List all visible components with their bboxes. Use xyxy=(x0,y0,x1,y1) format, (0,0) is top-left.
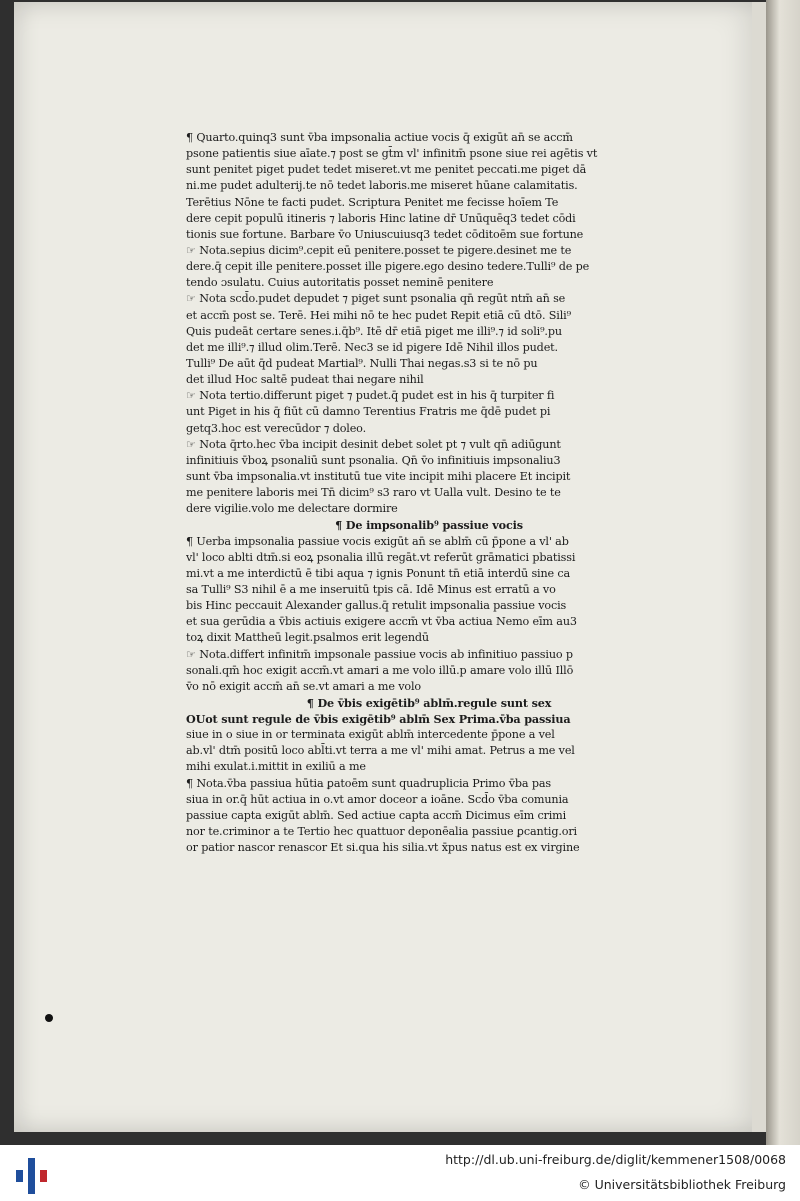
ink-dot xyxy=(45,1014,53,1022)
text-line: dere vigilie.volo me delectare dormire xyxy=(186,502,398,516)
text-line: mihi exulat.i.mittit in exiliū a me xyxy=(186,760,366,774)
text-line: sunt penitet piget pudet tedet miseret.vt me penitet peccati.me piget dā xyxy=(186,163,587,177)
text-line: me penitere laboris mei Tn̄ dicim⁹ s3 raro vt Ualla vult. Desino te te xyxy=(186,486,561,500)
text-line: sonali.qm̄ hoc exigit accm̄.vt amari a me volo illū.p amare volo illū Illō xyxy=(186,663,574,677)
text-line: ab.vl' dtm̄ positū loco abl̄ti.vt terra a me vl' mihi amat. Petrus a me vel xyxy=(186,744,575,758)
text-line: ¶ Nota.v̄ba passiua hūtia ꝑatoēm sunt quadruplicia Primo v̄ba pas xyxy=(186,776,551,790)
text-line: ☞ Nota scd̄o.pudet depudet ⁊ piget sunt psonalia qn̄ regūt ntm̄ an̄ se xyxy=(186,292,566,306)
text-line: et sua gerūdia a v̄bis actiuis exigere accm̄ vt v̄ba actiua Nemo eīm au3 xyxy=(186,615,577,629)
text-line: dere.q̄ cepit ille penitere.posset ille pigere.ego desino tedere.Tulli⁹ de pe xyxy=(186,260,590,274)
text-line: nor te.criminor a te Tertio hec quattuor deponēalia passiue ꝑcantig.ori xyxy=(186,825,577,839)
facing-page-edge xyxy=(766,0,800,1145)
text-line: Quis pudeāt certare senes.i.q̄b⁹. Itē dr̄ etiā piget me illi⁹.⁊ id soli⁹.pu xyxy=(186,324,562,338)
text-line: det illud Hoc saltē pudeat thai negare nihil xyxy=(186,373,424,387)
text-line: dere cepit populū itineris ⁊ laboris Hinc latine dr̄ Unūquēq3 tedet cōdi xyxy=(186,211,576,225)
text-line: ☞ Nota q̄rto.hec v̄ba incipit desinit debet solet pt ⁊ vult qn̄ adiūgunt xyxy=(186,437,561,451)
permalink-url[interactable]: http://dl.ub.uni-freiburg.de/diglit/kemmener1508/0068 xyxy=(445,1152,786,1167)
text-line: bis Hinc peccauit Alexander gallus.q̄ retulit impsonalia passiue vocis xyxy=(186,599,567,613)
text-line: vl' loco ablti dtm̄.si eoꝝ psonalia illū regāt.vt referūt grāmatici pbatissi xyxy=(186,550,576,564)
text-line: ¶ Uerba impsonalia passiue vocis exigūt an̄ se ablm̄ cū p̄pone a vl' ab xyxy=(186,534,569,548)
text-line: Tulli⁹ De aūt q̄d pudeat Martial⁹. Nulli Thai negas.s3 si te nō pu xyxy=(186,356,538,370)
text-line: ¶ Quarto.quinq3 sunt v̄ba impsonalia actiue vocis q̄ exigūt an̄ se accm̄ xyxy=(186,131,573,144)
text-line: OUot sunt regule de v̄bis exigētib⁹ ablm̄ Sex Prima.v̄ba passiua xyxy=(186,712,571,727)
section-heading: ¶ De impsonalib⁹ passiue vocis xyxy=(335,518,523,533)
text-line: mi.vt a me interdictū ē tibi aqua ⁊ ignis Ponunt tn̄ etiā interdū sine ca xyxy=(186,566,571,580)
text-line: passiue capta exigūt ablm̄. Sed actiue capta accm̄ Dicimus eīm crimi xyxy=(186,808,567,822)
text-line: det me illi⁹.⁊ illud olim.Terē. Nec3 se id pigere Idē Nihil illos pudet. xyxy=(186,340,558,354)
section-heading: ¶ De v̄bis exigētib⁹ ablm̄.regule sunt sex xyxy=(306,695,552,710)
text-line: Terētius Nōne te facti pudet. Scriptura Penitet me fecisse hoīem Te xyxy=(186,195,559,209)
text-line: et accm̄ post se. Terē. Hei mihi nō te hec pudet Repit etiā cū dtō. Sili⁹ xyxy=(186,308,571,322)
text-line: tendo ɔsulatu. Cuius autoritatis posset neminē penitere xyxy=(186,276,494,290)
text-line: or patior nascor renascor Et si.qua his silia.vt x̄pus natus est ex virgine xyxy=(186,841,580,855)
text-line: unt Piget in his q̄ fiūt cū damno Terentius Fratris me q̄dē pudet pi xyxy=(186,405,551,419)
text-line: siue in o siue in or terminata exigūt ablm̄ intercedente p̄pone a vel xyxy=(186,728,555,742)
text-line: getq3.hoc est verecūdor ⁊ doleo. xyxy=(186,421,366,435)
text-line: siua in or.q̄ hūt actiua in o.vt amor doceor a ioāne. Scd̄o v̄ba comunia xyxy=(186,792,569,806)
text-line: sunt v̄ba impsonalia.vt institutū tue vite incipit mihi placere Et incipit xyxy=(186,469,571,483)
copyright-text: © Universitätsbibliothek Freiburg xyxy=(578,1177,786,1192)
text-line: ☞ Nota.differt infinitm̄ impsonale passiue vocis ab infinitiuo passiuo p xyxy=(186,647,573,661)
text-line: psone patientis siue aīate.⁊ post se gt̄m vl' infinitm̄ psone siue rei agētis vt xyxy=(186,147,598,161)
page-edge xyxy=(752,2,766,1132)
text-line: ☞ Nota.sepius dicim⁹.cepit eū penitere.posset te pigere.desinet me te xyxy=(186,243,572,257)
page-text xyxy=(186,130,672,856)
text-line: sa Tulli⁹ S3 nihil ē a me inseruitū tpis cā. Idē Minus est erratū a vo xyxy=(186,582,556,596)
text-line: infinitiuis v̄boꝝ psonaliū sunt psonalia. Qn̄ v̄o infinitiuis impsonaliu3 xyxy=(186,453,561,467)
text-line: ☞ Nota tertio.differunt piget ⁊ pudet.q̄ pudet est in his q̄ turpiter fi xyxy=(186,389,555,403)
text-line: ni.me pudet adulterij.te nō tedet laboris.me miseret hūane calamitatis. xyxy=(186,179,578,193)
text-line: toꝝ dixit Mattheū legit.psalmos erit legendū xyxy=(186,631,429,645)
text-line: tionis sue fortune. Barbare v̄o Uniuscuiusq3 tedet cōditoēm sue fortune xyxy=(186,227,584,241)
university-logo-icon xyxy=(14,1152,50,1196)
text-line: v̄o nō exigit accm̄ an̄ se.vt amari a me volo xyxy=(186,679,422,693)
